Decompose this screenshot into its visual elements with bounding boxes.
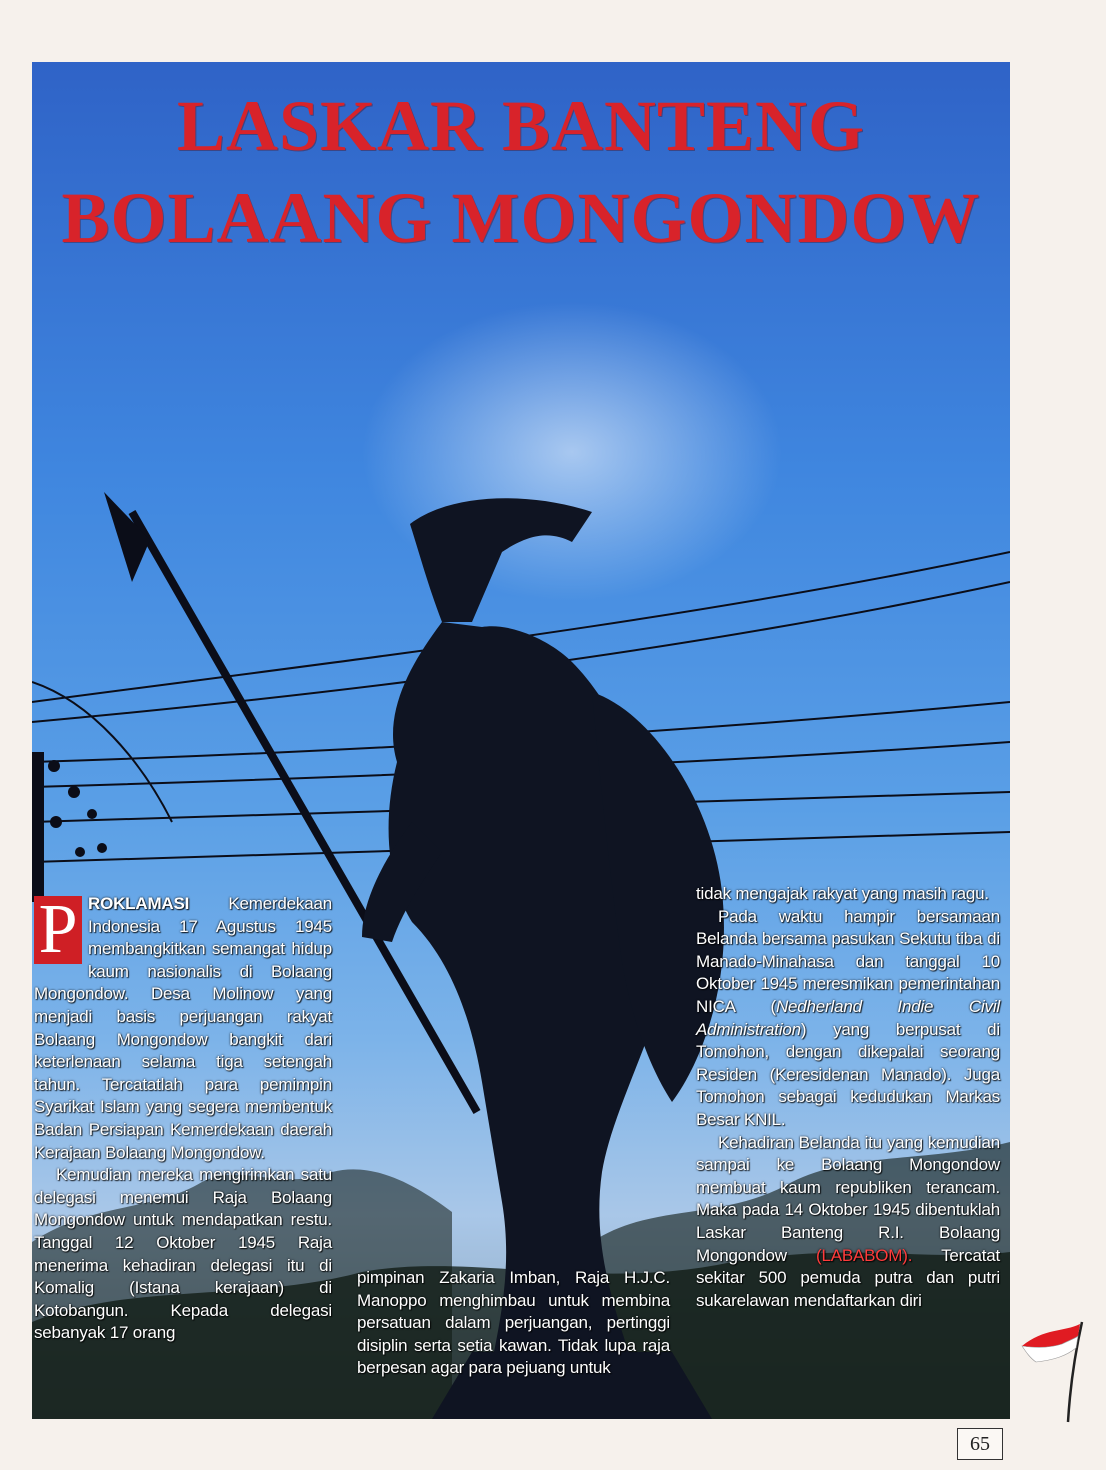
article-column-1: [34, 893, 332, 1345]
paragraph-1: [34, 893, 332, 1164]
drop-cap: P: [34, 896, 82, 964]
lead-word: ROKLAMASI: [88, 894, 190, 913]
paragraph-6: [696, 1132, 1000, 1313]
title-line-1: LASKAR BANTENG: [176, 86, 866, 166]
nica-full-name: Nedherland Indie Civil Administration: [696, 996, 1000, 1039]
paragraph-6-text-a: Kehadiran Belanda itu yang kemudian sampai ke Bolaang Mongondow membuat kaum republiken terancam. Maka pada 14 Oktober 1945 dibentuklah Laskar Banteng R.I. Bolaang Mongondow: [696, 1132, 1000, 1265]
pole-insulators: [32, 752, 107, 902]
paragraph-5-text-a: Pada waktu hampir bersamaan Belanda bersama pasukan Sekutu tiba di Manado-Minahasa dan tanggal 10 Oktober 1945 meresmikan pemerintahan NICA (: [696, 906, 1000, 1016]
lababom-abbreviation: (LABABOM).: [816, 1245, 913, 1265]
page-number: 65: [957, 1428, 1003, 1460]
page-title: [32, 80, 1010, 264]
paragraph-4: tidak mengajak rakyat yang masih ragu.: [696, 884, 989, 903]
paragraph-6-text-b: Tercatat sekitar 500 pemuda putra dan putri sukarelawan mendaftarkan diri: [696, 1245, 1000, 1310]
title-line-2: BOLAANG MONGONDOW: [61, 178, 981, 258]
paragraph-5: [696, 906, 1000, 1132]
paragraph-1-text: Kemerdekaan Indonesia 17 Agustus 1945 membangkitkan semangat hidup kaum nasionalis di Bolaang Mongondow. Desa Molinow yang menjadi basis perjuangan rakyat Bolaang Mongondow bangkit dari keterlenaan selama tiga setengah tahun. Tercatatlah para pemimpin Syarikat Islam yang segera membentuk Badan Persiapan Kemerdekaan daerah Kerajaan Bolaang Mongondow.: [34, 894, 332, 1162]
indonesian-flag-icon: [1014, 1318, 1094, 1426]
paragraph-5-text-b: ) yang berpusat di Tomohon, dengan dikepalai seorang Residen (Keresidenan Manado). Juga Tomohon sebagai kedudukan Markas Besar KNIL.: [696, 1019, 1000, 1129]
paragraph-3: pimpinan Zakaria Imban, Raja H.J.C. Manoppo menghimbau untuk membina persatuan dalam perjuangan, pertinggi disiplin serta setia kawan. Tidak lupa raja berpesan agar para pejuang untuk: [357, 1268, 670, 1378]
article-column-2: [357, 1267, 670, 1380]
paragraph-2: Kemudian mereka mengirimkan satu delegasi menemui Raja Bolaang Mongondow untuk mendapatkan restu. Tanggal 12 Oktober 1945 Raja menerima kehadiran delegasi itu di Komalig (Istana kerajaan) di Kotobangun. Kepada delegasi sebanyak 17 orang: [34, 1165, 332, 1343]
article-column-3: [696, 883, 1000, 1312]
